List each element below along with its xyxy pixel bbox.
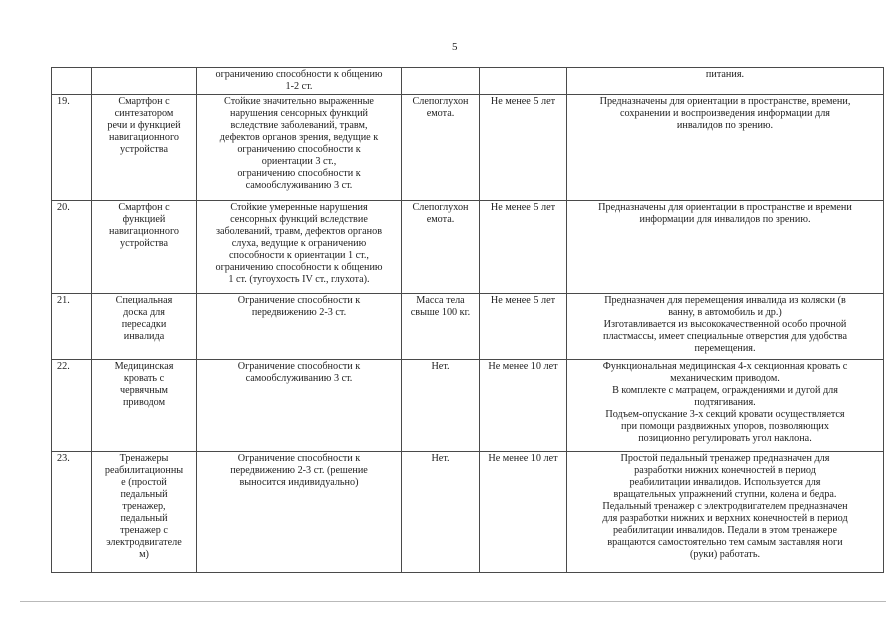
- category: Слепоглухон емота.: [402, 95, 480, 201]
- medical-indications: Стойкие умеренные нарушения сенсорных функций вследствие заболеваний, травм, дефектов органов слуха, ведущие к ограничению способности к ориентации 1 ст., ограничению способности к общению 1 ст. (тугоухость IV ст., глухота).: [197, 201, 402, 294]
- service-term: Не менее 5 лет: [480, 201, 567, 294]
- table-row: [52, 294, 884, 360]
- item-name: Смартфон с синтезатором речи и функцией навигационного устройства: [92, 95, 197, 201]
- purpose-description: Предназначен для перемещения инвалида из коляски (в ванну, в автомобиль и др.) Изготавливается из высококачественной особо прочной пластмассы, имеет специальные отверстия для удобства перемещения.: [567, 294, 884, 360]
- footer-divider: [20, 601, 886, 602]
- purpose-description: Простой педальный тренажер предназначен для разработки нижних конечностей в период реабилитации инвалидов. Используется для вращательных упражнений ступни, колена и бедра. Педальный тренажер с электродвигателем предназначен для разработки нижних и верхних конечностей в период реабилитации инвалидов. Педали в этом тренажере вращаются самостоятельно тем самым заставляя ноги (руки) работать.: [567, 452, 884, 573]
- row-number: 22.: [52, 360, 92, 452]
- service-term: Не менее 5 лет: [480, 95, 567, 201]
- purpose-description: питания.: [567, 68, 884, 95]
- table-row: [52, 360, 884, 452]
- item-name: Смартфон с функцией навигационного устройства: [92, 201, 197, 294]
- row-number: [52, 68, 92, 95]
- medical-indications: ограничению способности к общению 1-2 ст.: [197, 68, 402, 95]
- category: Слепоглухон емота.: [402, 201, 480, 294]
- category: Нет.: [402, 452, 480, 573]
- purpose-description: Предназначены для ориентации в пространстве и времени информации для инвалидов по зрению.: [567, 201, 884, 294]
- service-term: Не менее 10 лет: [480, 452, 567, 573]
- medical-indications: Ограничение способности к передвижению 2-3 ст.: [197, 294, 402, 360]
- equipment-table: [51, 67, 884, 573]
- row-number: 19.: [52, 95, 92, 201]
- table-row: [52, 201, 884, 294]
- service-term: Не менее 5 лет: [480, 294, 567, 360]
- item-name: Медицинская кровать с червячным приводом: [92, 360, 197, 452]
- medical-indications: Стойкие значительно выраженные нарушения сенсорных функций вследствие заболеваний, травм, дефектов органов зрения, ведущие к ограничению способности к ориентации 3 ст., ограничению способности к самообслуживанию 3 ст.: [197, 95, 402, 201]
- page-number: 5: [452, 41, 458, 53]
- table-row: [52, 95, 884, 201]
- table-row: [52, 452, 884, 573]
- medical-indications: Ограничение способности к передвижению 2-3 ст. (решение выносится индивидуально): [197, 452, 402, 573]
- category: Масса тела свыше 100 кг.: [402, 294, 480, 360]
- item-name: [92, 68, 197, 95]
- item-name: Специальная доска для пересадки инвалида: [92, 294, 197, 360]
- category: [402, 68, 480, 95]
- service-term: Не менее 10 лет: [480, 360, 567, 452]
- row-number: 20.: [52, 201, 92, 294]
- item-name: Тренажеры реабилитационны е (простой педальный тренажер, педальный тренажер с электродвигателе м): [92, 452, 197, 573]
- category: Нет.: [402, 360, 480, 452]
- medical-indications: Ограничение способности к самообслуживанию 3 ст.: [197, 360, 402, 452]
- row-number: 23.: [52, 452, 92, 573]
- row-number: 21.: [52, 294, 92, 360]
- table-row: [52, 68, 884, 95]
- purpose-description: Функциональная медицинская 4-х секционная кровать с механическим приводом. В комплекте с матрацем, ограждениями и дугой для подтягивания. Подъем-опускание 3-х секций кровати осуществляется при помощи раздвижных упоров, позволяющих позиционно регулировать угол наклона.: [567, 360, 884, 452]
- service-term: [480, 68, 567, 95]
- purpose-description: Предназначены для ориентации в пространстве, времени, сохранении и воспроизведения информации для инвалидов по зрению.: [567, 95, 884, 201]
